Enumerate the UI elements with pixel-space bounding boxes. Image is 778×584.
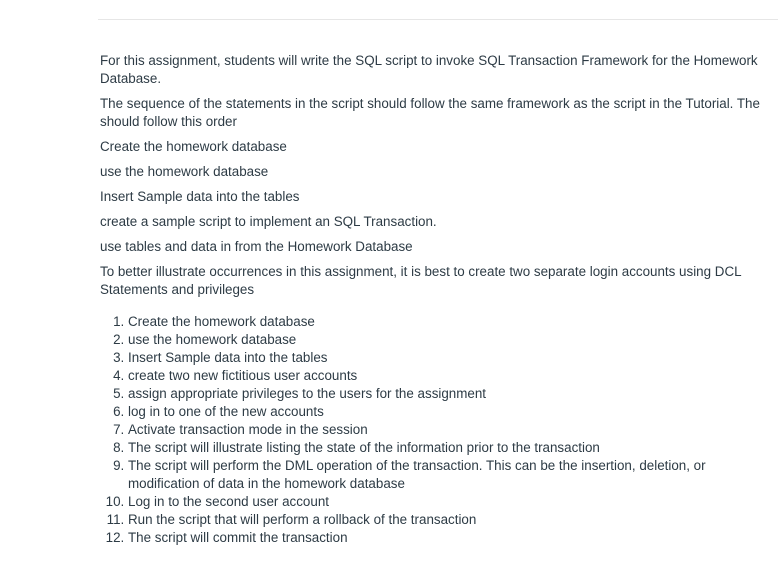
- order-item-use-database: use the homework database: [100, 164, 269, 179]
- sequence-paragraph: The sequence of the statements in the script should follow the same framework as the script in the Tutorial. The should follow this order: [100, 96, 760, 129]
- order-item-use-tables: use tables and data in from the Homework Database: [100, 239, 413, 254]
- order-item-insert-data: Insert Sample data into the tables: [100, 189, 300, 204]
- list-item: 4. create two new fictitious user accounts: [128, 367, 770, 385]
- list-item: 3. Insert Sample data into the tables: [128, 349, 770, 367]
- list-item: 1. Create the homework database: [128, 313, 770, 331]
- order-item-create-database: Create the homework database: [100, 139, 287, 154]
- list-item: 5. assign appropriate privileges to the users for the assignment: [128, 385, 770, 403]
- list-item: 2. use the homework database: [128, 331, 770, 349]
- list-item: 10. Log in to the second user account: [128, 493, 770, 511]
- login-accounts-paragraph: To better illustrate occurrences in this assignment, it is best to create two separate login accounts using DCL Statements and privileges: [100, 264, 742, 297]
- list-item: 9. The script will perform the DML operation of the transaction. This can be the insertion, deletion, or modification of data in the homework database: [128, 457, 770, 493]
- order-item-sample-script: create a sample script to implement an SQL Transaction.: [100, 214, 437, 229]
- list-item: 11. Run the script that will perform a rollback of the transaction: [128, 511, 770, 529]
- list-item: 8. The script will illustrate listing the state of the information prior to the transaction: [128, 439, 770, 457]
- intro-paragraph: For this assignment, students will write the SQL script to invoke SQL Transaction Framework for the Homework Database.: [100, 53, 758, 86]
- list-item: 7. Activate transaction mode in the session: [128, 421, 770, 439]
- list-item: 12. The script will commit the transaction: [128, 529, 770, 547]
- steps-list: [100, 313, 770, 547]
- list-item: 6. log in to one of the new accounts: [128, 403, 770, 421]
- top-divider: [98, 19, 778, 20]
- assignment-body: [100, 52, 770, 547]
